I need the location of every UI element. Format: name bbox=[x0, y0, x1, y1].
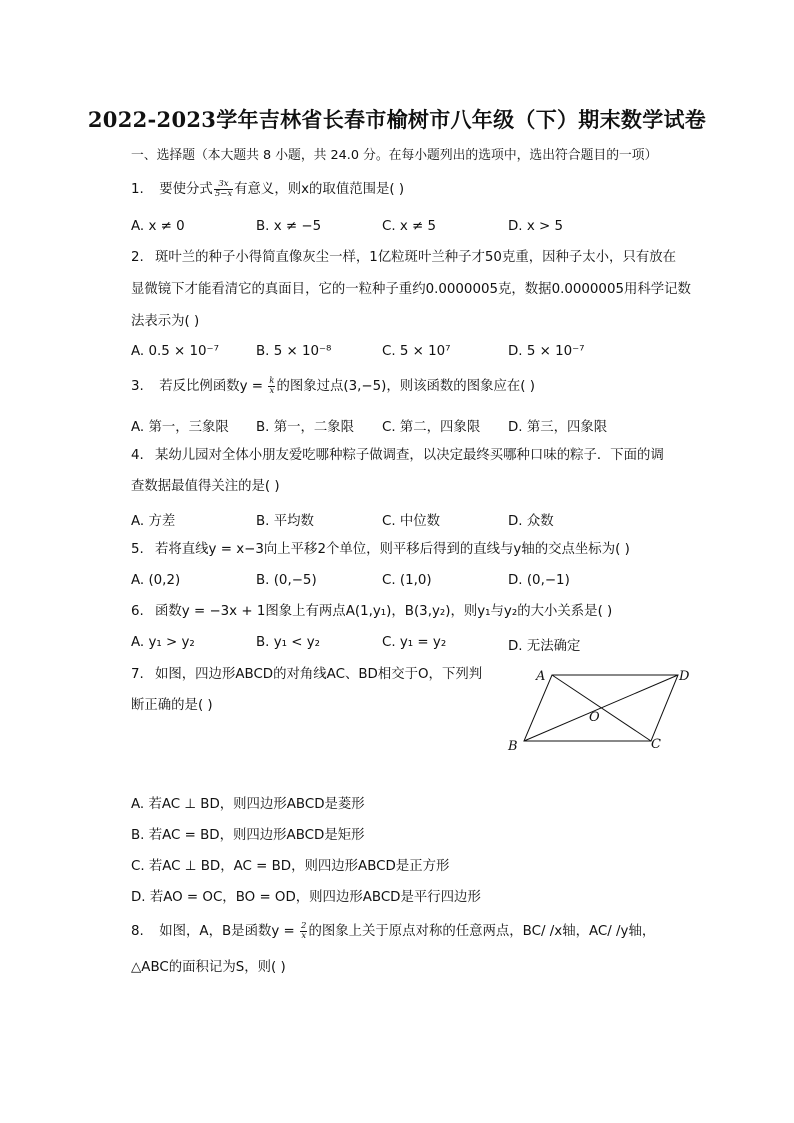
option-a: A. x ≠ 0 bbox=[131, 219, 185, 234]
question-2 bbox=[131, 250, 676, 266]
question-text: 的图象上关于原点对称的任意两点，BC/ /x轴，AC/ /y轴， bbox=[308, 924, 656, 939]
option-b: B. (0,−5) bbox=[256, 573, 317, 588]
question-text: 显微镜下才能看清它的真面目，它的一粒种子重约0.0000005克，数据0.0000005用科学记数 bbox=[131, 282, 691, 297]
question-text: 如图，四边形ABCD的对角线AC、BD相交于O，下列判 bbox=[155, 667, 483, 682]
question-text: 函数y = −3x + 1图象上有两点A(1,y₁)，B(3,y₂)，则y₁与y₂的大小关系是( ) bbox=[155, 604, 613, 619]
option-b: B. 5 × 10⁻⁸ bbox=[256, 344, 332, 359]
question-text: 查数据最值得关注的是( ) bbox=[131, 479, 280, 494]
question-text: 某幼儿园对全体小朋友爱吃哪种粽子做调查，以决定最终买哪种口味的粽子．下面的调 bbox=[155, 448, 664, 463]
question-text: 法表示为( ) bbox=[131, 314, 200, 329]
question-3 bbox=[131, 377, 535, 395]
option-b: B. 平均数 bbox=[256, 514, 314, 529]
option-a: A. 若AC ⊥ BD，则四边形ABCD是菱形 bbox=[131, 797, 365, 812]
option-b: B. 若AC = BD，则四边形ABCD是矩形 bbox=[131, 828, 365, 843]
question-number: 7. bbox=[131, 667, 144, 682]
option-c: C. 5 × 10⁷ bbox=[382, 344, 451, 359]
question-5 bbox=[131, 542, 630, 558]
question-text: 要使分式 bbox=[159, 182, 213, 197]
question-text: 的图象过点(3,−5)，则该函数的图象应在( ) bbox=[276, 379, 535, 394]
option-c: C. y₁ = y₂ bbox=[382, 635, 447, 650]
label-b: B bbox=[508, 739, 518, 754]
label-a: A bbox=[536, 669, 546, 684]
question-text: 若将直线y = x−3向上平移2个单位，则平移后得到的直线与y轴的交点坐标为( ) bbox=[155, 542, 630, 557]
label-o: O bbox=[589, 710, 600, 725]
question-number: 3. bbox=[131, 379, 144, 394]
option-c: C. (1,0) bbox=[382, 573, 432, 588]
option-a: A. (0,2) bbox=[131, 573, 181, 588]
option-c: C. 中位数 bbox=[382, 514, 441, 529]
label-d: D bbox=[679, 669, 690, 684]
option-b: B. 第一，二象限 bbox=[256, 420, 355, 435]
question-number: 6. bbox=[131, 604, 144, 619]
option-a: A. 0.5 × 10⁻⁷ bbox=[131, 344, 219, 359]
option-b: B. y₁ < y₂ bbox=[256, 635, 321, 650]
question-text: 断正确的是( ) bbox=[131, 698, 213, 713]
option-b: B. x ≠ −5 bbox=[256, 219, 322, 234]
option-d: D. (0,−1) bbox=[508, 573, 570, 588]
question-text: 斑叶兰的种子小得简直像灰尘一样，1亿粒斑叶兰种子才50克重，因种子太小，只有放在 bbox=[155, 250, 677, 265]
question-7 bbox=[131, 667, 482, 683]
question-text: 有意义，则x的取值范围是( ) bbox=[234, 182, 405, 197]
label-c: C bbox=[651, 737, 661, 752]
question-4 bbox=[131, 448, 664, 464]
option-a: A. 第一，三象限 bbox=[131, 420, 229, 435]
question-1 bbox=[131, 180, 404, 198]
question-8 bbox=[131, 922, 655, 940]
question-6 bbox=[131, 604, 612, 620]
fraction: $\frac{2}{x}$ bbox=[301, 921, 307, 941]
option-d: D. x > 5 bbox=[508, 219, 564, 234]
parallelogram-figure bbox=[500, 662, 700, 757]
option-d: D. 众数 bbox=[508, 514, 554, 529]
section-heading: 一、选择题（本大题共 8 小题，共 24.0 分。在每小题列出的选项中，选出符合题目的一项） bbox=[131, 148, 658, 163]
option-d: D. 5 × 10⁻⁷ bbox=[508, 344, 585, 359]
exam-title: 2022-2023学年吉林省长春市榆树市八年级（下）期末数学试卷 bbox=[87, 107, 707, 132]
question-number: 8. bbox=[131, 924, 144, 939]
fraction: $\frac{3x}{5-x}$ bbox=[214, 179, 233, 199]
option-c: C. 若AC ⊥ BD，AC = BD，则四边形ABCD是正方形 bbox=[131, 859, 450, 874]
question-number: 2. bbox=[131, 250, 144, 265]
option-c: C. x ≠ 5 bbox=[382, 219, 437, 234]
question-text: 若反比例函数y = bbox=[159, 379, 268, 394]
question-text: △ABC的面积记为S，则( ) bbox=[131, 960, 286, 975]
option-d: D. 第三，四象限 bbox=[508, 420, 608, 435]
fraction: $\frac{k}{x}$ bbox=[269, 376, 275, 396]
option-d: D. 若AO = OC，BO = OD，则四边形ABCD是平行四边形 bbox=[131, 890, 481, 905]
option-d: D. 无法确定 bbox=[508, 639, 581, 654]
option-c: C. 第二，四象限 bbox=[382, 420, 481, 435]
question-number: 5. bbox=[131, 542, 144, 557]
question-text: 如图，A，B是函数y = bbox=[159, 924, 300, 939]
question-number: 1. bbox=[131, 182, 144, 197]
option-a: A. 方差 bbox=[131, 514, 176, 529]
option-a: A. y₁ > y₂ bbox=[131, 635, 195, 650]
question-number: 4. bbox=[131, 448, 144, 463]
